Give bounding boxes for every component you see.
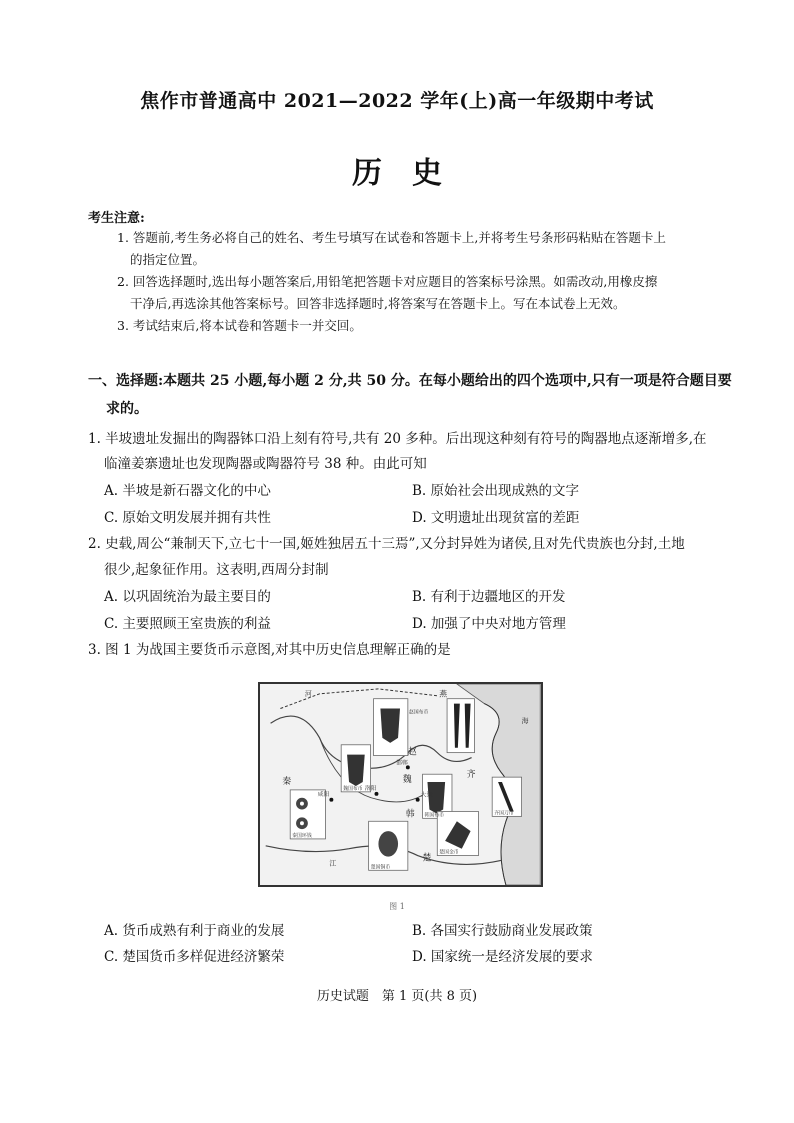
- notice-line-2: 的指定位置。: [130, 252, 206, 267]
- warring-states-currency-map: [258, 682, 543, 887]
- label-qin: 秦: [282, 777, 292, 788]
- label-he: 河: [304, 689, 312, 698]
- question-1-stem-line-1: 1. 半坡遗址发掘出的陶器钵口沿上刻有符号,共有 20 多种。后出现这种刻有符号的陶器地点逐渐增多,在: [88, 431, 707, 447]
- label-qi-coin: 齐国刀币: [494, 810, 514, 817]
- label-qin-coin: 秦国环钱: [292, 832, 312, 839]
- label-qi: 齐: [466, 770, 476, 781]
- label-jiang: 江: [329, 859, 337, 868]
- question-1-option-a: A. 半坡是新石器文化的中心: [104, 483, 271, 499]
- question-3-option-d: D. 国家统一是经济发展的要求: [412, 949, 593, 965]
- label-chu-coin: 楚国铜币: [370, 864, 391, 871]
- question-2-option-b: B. 有利于边疆地区的开发: [412, 589, 566, 605]
- label-handan: 邯郸: [396, 760, 408, 767]
- question-3-option-c: C. 楚国货币多样促进经济繁荣: [104, 949, 285, 965]
- label-zhao-coin: 赵国布币: [408, 709, 429, 716]
- notice-line-5: 3. 考试结束后,将本试卷和答题卡一并交回。: [117, 318, 362, 333]
- question-2-option-d: D. 加强了中央对地方管理: [412, 616, 566, 632]
- notice-line-1: 1. 答题前,考生务必将自己的姓名、考生号填写在试卷和答题卡上,并将考生号条形码粘贴在答题卡上: [117, 230, 666, 245]
- label-daliang: 大梁: [420, 792, 433, 799]
- notice-line-3: 2. 回答选择题时,选出每小题答案后,用铅笔把答题卡对应题目的答案标号涂黑。如需改动,用橡皮擦: [117, 274, 658, 289]
- label-luoyang: 洛阳: [364, 785, 377, 792]
- section-heading-line-1: 一、选择题:本题共 25 小题,每小题 2 分,共 50 分。在每小题给出的四个选项中,只有一项是符合题目要: [88, 373, 732, 389]
- section-heading-line-2: 求的。: [106, 401, 148, 417]
- label-han-coin: 韩国布币: [424, 812, 445, 819]
- question-2-option-c: C. 主要照顾王室贵族的利益: [104, 616, 271, 632]
- question-3-stem-line-1: 3. 图 1 为战国主要货币示意图,对其中历史信息理解正确的是: [88, 642, 451, 658]
- question-2-stem-line-2: 很少,起象征作用。这表明,西周分封制: [104, 562, 329, 578]
- question-3-option-a: A. 货币成熟有利于商业的发展: [104, 923, 285, 939]
- question-2-stem-line-1: 2. 史载,周公“兼制天下,立七十一国,姬姓独居五十三焉”,又分封异姓为诸侯,且对先代贵族也分封,土地: [88, 536, 685, 552]
- label-yan: 燕: [439, 689, 448, 699]
- question-1-option-c: C. 原始文明发展并拥有共性: [104, 510, 271, 526]
- subject-title: 历史: [352, 156, 472, 191]
- page-footer: 历史试题 第 1 页(共 8 页): [316, 989, 478, 1004]
- exam-title: 焦作市普通高中 2021—2022 学年(上)高一年级期中考试: [140, 90, 654, 112]
- question-1-option-b: B. 原始社会出现成熟的文字: [412, 483, 580, 499]
- label-wei-coin: 魏国布币: [343, 785, 363, 792]
- figure-caption: 图 1: [389, 902, 405, 911]
- label-zhao: 赵: [407, 747, 417, 758]
- label-xianyang: 咸阳: [317, 791, 330, 798]
- map-illustration: [260, 684, 541, 885]
- question-3-option-b: B. 各国实行鼓励商业发展政策: [412, 923, 593, 939]
- label-wei: 魏: [402, 775, 412, 786]
- label-chu-gold-coin: 楚国金币: [439, 849, 459, 856]
- question-1-stem-line-2: 临潼姜寨遗址也发现陶器或陶器符号 38 种。由此可知: [104, 456, 427, 472]
- notice-heading: 考生注意:: [88, 211, 145, 226]
- label-hai: 海: [521, 717, 529, 726]
- label-han: 韩: [405, 809, 415, 820]
- notice-line-4: 干净后,再选涂其他答案标号。回答非选择题时,将答案写在答题卡上。写在本试卷上无效。: [130, 296, 626, 311]
- question-1-option-d: D. 文明遗址出现贫富的差距: [412, 510, 580, 526]
- question-2-option-a: A. 以巩固统治为最主要目的: [104, 589, 271, 605]
- label-chu: 楚: [422, 853, 432, 864]
